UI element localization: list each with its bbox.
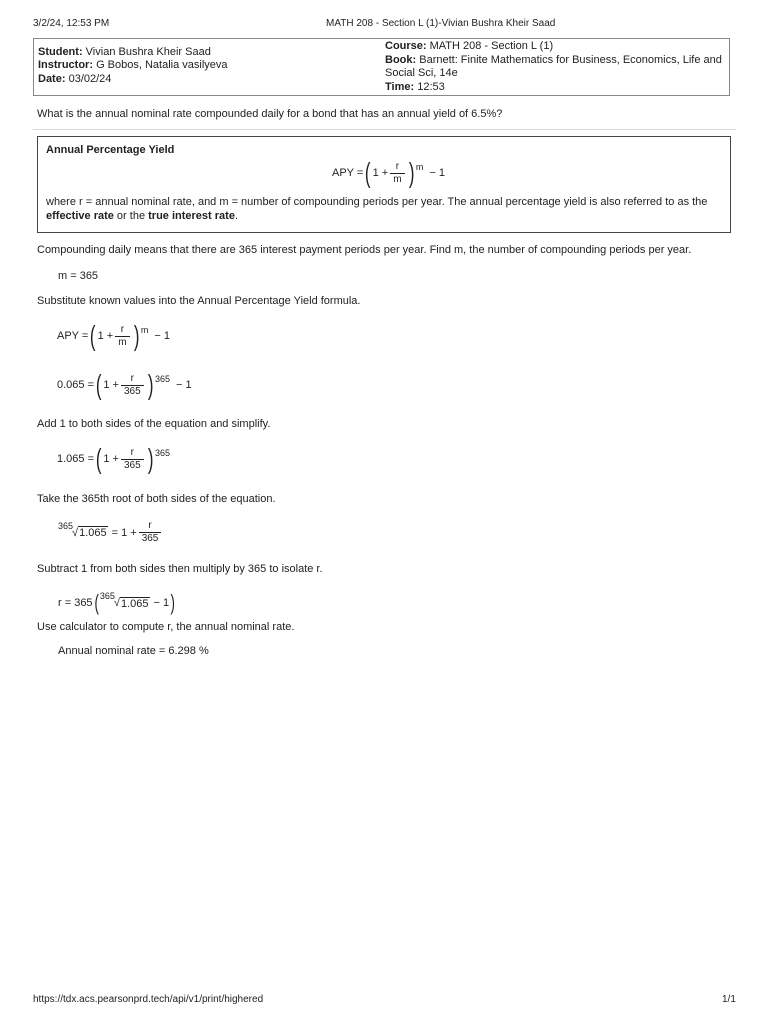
- desc-period: .: [234, 210, 238, 222]
- eq-lhs: r = 365: [58, 597, 93, 609]
- eq-minus-one: − 1: [154, 330, 171, 342]
- fraction-numerator: r: [130, 446, 134, 458]
- eq-one-plus: 1 +: [103, 379, 119, 391]
- assignment-info-box: [33, 38, 730, 96]
- eq-fraction: [139, 520, 162, 545]
- book-title-line2: Social Sci, 14e: [385, 67, 458, 79]
- fraction-numerator: r: [120, 323, 125, 335]
- right-paren: ): [170, 590, 175, 615]
- apy-definition-box: [37, 136, 731, 233]
- print-title: MATH 208 - Section L (1)-Vivian Bushra Kheir Saad: [326, 18, 556, 29]
- step2-text: Substitute known values into the Annual Percentage Yield formula.: [37, 295, 361, 307]
- student-label: Student:: [38, 46, 83, 58]
- fraction-numerator: r: [148, 520, 152, 531]
- effective-rate-term: effective rate: [46, 210, 114, 222]
- fraction-denominator: 365: [139, 532, 162, 545]
- instructor-name: G Bobos, Natalia vasilyeva: [96, 59, 228, 71]
- eq-fraction: [115, 324, 129, 349]
- formula-minus-one: − 1: [429, 167, 446, 179]
- radical-sign: √: [113, 597, 120, 609]
- fraction-denominator: 365: [121, 459, 144, 472]
- apy-description-line2: [46, 210, 238, 222]
- root-index: 365: [58, 520, 74, 531]
- final-answer: Annual nominal rate = 6.298 %: [58, 645, 209, 657]
- book-label: Book:: [385, 54, 417, 66]
- formula-exponent: m: [415, 162, 424, 172]
- apy-title: Annual Percentage Yield: [46, 144, 175, 156]
- eq-one-plus: 1 +: [103, 453, 119, 465]
- instructor-row: [38, 59, 228, 72]
- formula-lhs: APY =: [332, 167, 364, 179]
- print-datetime: 3/2/24, 12:53 PM: [33, 18, 110, 29]
- book-title-line1: Barnett: Finite Mathematics for Business, Economics, Life and: [419, 54, 722, 66]
- page-number: 1/1: [722, 994, 736, 1005]
- eq-lhs: 1.065 =: [57, 453, 95, 465]
- eq-mid: = 1 +: [111, 526, 137, 539]
- radicand: 1.065: [120, 597, 149, 610]
- step1-text: Compounding daily means that there are 365 interest payment periods per year. Find m, the number of compounding periods per year.: [37, 244, 692, 256]
- right-paren: ): [147, 369, 154, 400]
- right-paren: ): [147, 443, 154, 474]
- eq-lhs: 0.065 =: [57, 379, 95, 391]
- left-paren: (: [95, 443, 102, 474]
- divider: [33, 129, 736, 130]
- eq-exponent: 365: [154, 374, 170, 384]
- step2-equation2: [57, 371, 192, 399]
- fraction-denominator: m: [390, 173, 404, 186]
- right-paren: ): [408, 157, 415, 188]
- apy-description-line1: where r = annual nominal rate, and m = number of compounding periods per year. The annual percentage yield is also referred to as the: [46, 196, 708, 208]
- fraction-numerator: r: [395, 160, 400, 172]
- left-paren: (: [95, 369, 102, 400]
- left-paren: (: [90, 320, 96, 351]
- eq-exponent: 365: [154, 448, 170, 458]
- step5-text: Subtract 1 from both sides then multiply by 365 to isolate r.: [37, 563, 323, 575]
- step4-text: Take the 365th root of both sides of the equation.: [37, 493, 276, 505]
- step3-text: Add 1 to both sides of the equation and simplify.: [37, 418, 271, 430]
- fraction-denominator: 365: [121, 385, 144, 398]
- eq-exponent: m: [140, 325, 149, 335]
- step3-equation: [57, 445, 170, 473]
- course-label: Course:: [385, 40, 427, 52]
- eq-minus-one: − 1: [153, 597, 170, 609]
- step4-equation: [58, 520, 163, 545]
- instructor-label: Instructor:: [38, 59, 93, 71]
- date-label: Date:: [38, 73, 66, 85]
- eq-minus-one: − 1: [176, 379, 192, 391]
- eq-fraction: [121, 447, 144, 472]
- desc-or: or the: [113, 210, 149, 222]
- student-row: [38, 46, 211, 59]
- course-row: [385, 40, 553, 53]
- apy-formula: [332, 159, 445, 187]
- time-row: [385, 81, 445, 94]
- radicand: 1.065: [79, 527, 107, 539]
- step6-text: Use calculator to compute r, the annual nominal rate.: [37, 621, 295, 633]
- right-paren: ): [133, 320, 140, 351]
- radical-sign: √: [72, 526, 79, 539]
- student-name: Vivian Bushra Kheir Saad: [85, 46, 211, 58]
- eq-one-plus: 1 +: [97, 330, 114, 342]
- footer-url: https://tdx.acs.pearsonprd.tech/api/v1/print/highered: [33, 994, 264, 1005]
- course-value: MATH 208 - Section L (1): [429, 40, 554, 52]
- time-label: Time:: [385, 81, 415, 93]
- step2-equation1: [57, 322, 170, 350]
- formula-one-plus: 1 +: [372, 167, 389, 179]
- eq-lhs: APY =: [57, 330, 89, 342]
- time-value: 12:53: [417, 81, 445, 93]
- step1-equation: m = 365: [58, 270, 99, 282]
- fraction-denominator: m: [115, 336, 129, 349]
- fraction-numerator: r: [130, 372, 134, 384]
- root-index: 365: [99, 591, 115, 601]
- eq-fraction: [121, 373, 144, 398]
- left-paren: (: [94, 590, 99, 615]
- book-row: [385, 54, 722, 67]
- formula-fraction: [390, 161, 404, 186]
- date-value: 03/02/24: [68, 73, 112, 85]
- question-text: What is the annual nominal rate compounded daily for a bond that has an annual yield of 6.5%?: [37, 108, 503, 120]
- date-row: [38, 73, 111, 86]
- left-paren: (: [365, 157, 371, 188]
- step5-equation: [58, 589, 176, 617]
- true-interest-rate-term: true interest rate: [148, 210, 235, 222]
